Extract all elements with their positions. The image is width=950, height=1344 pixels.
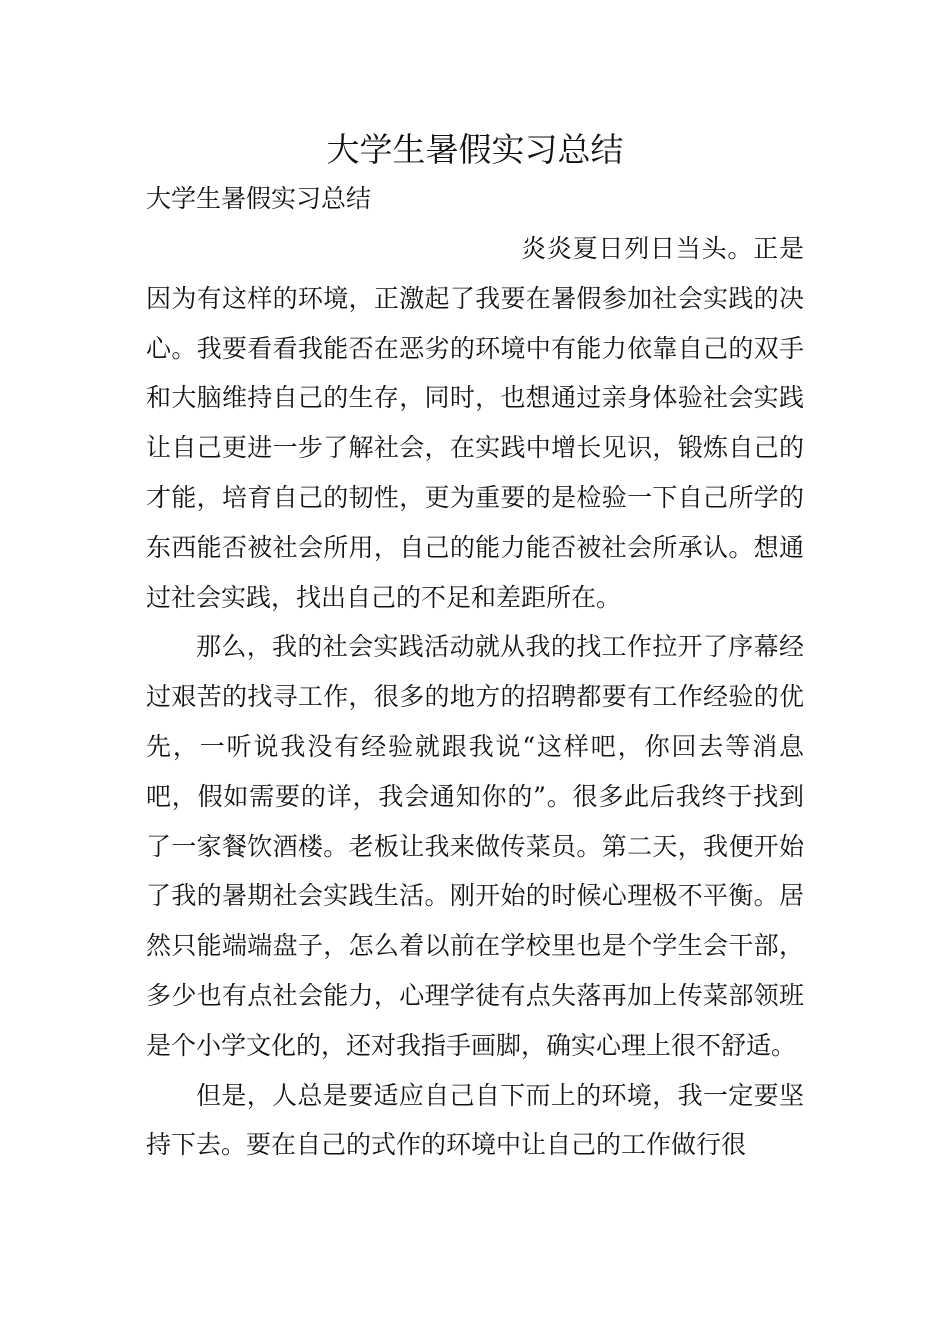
paragraph-3: 但是，人总是要适应自己自下而上的环境，我一定要坚持下去。要在自己的式作的环境中让自己的工作做行很 [146, 1080, 804, 1160]
document-title: 大学生暑假实习总结 [326, 130, 624, 169]
document-body [146, 224, 804, 1170]
paragraph-2: 那么，我的社会实践活动就从我的找工作拉开了序幕经过艰苦的找寻工作，很多的地方的招聘都要有工作经验的优先，一听说我没有经验就跟我说“这样吧，你回去等消息吧，假如需要的详，我会通知你的”。很多此后我终于找到了一家餐饮酒楼。老板让我来做传菜员。第二天，我便开始了我的暑期社会实践生活。刚开始的时候心理极不平衡。居然只能端端盘子，怎么着以前在学校里也是个学生会干部，多少也有点社会能力，心理学徒有点失落再加上传菜部领班是个小学文化的，还对我指手画脚，确实心理上很不舒适。 [146, 632, 804, 1060]
paragraph-1: 炎炎夏日列日当头。正是因为有这样的环境，正激起了我要在暑假参加社会实践的决心。我要看看我能否在恶劣的环境中有能力依靠自己的双手和大脑维持自己的生存，同时，也想通过亲身体验社会实践让自己更进一步了解社会，在实践中增长见识，锻炼自己的才能，培育自己的韧性，更为重要的是检验一下自己所学的东西能否被社会所用，自己的能力能否被社会所承认。想通过社会实践，找出自己的不足和差距所在。 [146, 234, 804, 612]
document-subtitle: 大学生暑假实习总结 [146, 184, 372, 213]
